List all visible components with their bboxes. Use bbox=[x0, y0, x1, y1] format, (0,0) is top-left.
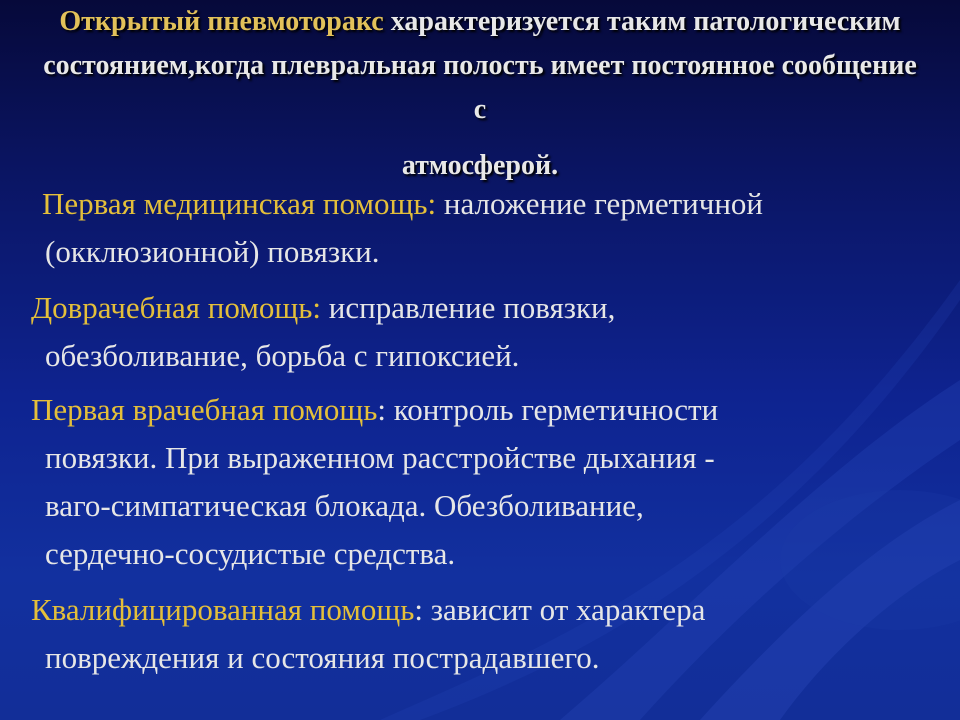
paragraph-line bbox=[0, 586, 950, 634]
paragraph-qualified-aid bbox=[0, 586, 950, 682]
paragraph-label: Квалифицированная помощь bbox=[31, 592, 415, 627]
paragraph-label: Доврачебная помощь: bbox=[31, 290, 322, 325]
paragraph-line bbox=[0, 180, 950, 228]
paragraph-first-medical-aid bbox=[0, 180, 950, 276]
paragraph-label: Первая медицинская помощь: bbox=[42, 186, 437, 221]
paragraph-text: : контроль герметичности bbox=[377, 392, 719, 427]
paragraph-line bbox=[0, 386, 950, 434]
paragraph-label: Первая врачебная помощь bbox=[31, 392, 378, 427]
paragraph-first-physician-aid bbox=[0, 386, 950, 578]
paragraph-line: повреждения и состояния пострадавшего. bbox=[45, 640, 600, 675]
paragraph-text: наложение герметичной bbox=[436, 186, 764, 221]
paragraph-text: : зависит от характера bbox=[414, 592, 706, 627]
title-last-line: атмосферой. bbox=[401, 150, 559, 181]
title-accent: Открытый пневмоторакс bbox=[59, 6, 384, 37]
slide-title bbox=[40, 0, 920, 188]
title-text: характеризуется таким патологическим состоянием,когда плевральная полость имеет постоянное сообщение с bbox=[43, 6, 917, 125]
paragraph-line: повязки. При выраженном расстройстве дыхания - bbox=[45, 440, 715, 475]
paragraph-line: сердечно-сосудистые средства. bbox=[45, 536, 456, 571]
paragraph-line: (окклюзионной) повязки. bbox=[45, 234, 380, 269]
paragraph-line bbox=[0, 284, 950, 332]
paragraph-pre-medical-aid bbox=[0, 284, 950, 380]
paragraph-line: обезболивание, борьба с гипоксией. bbox=[45, 338, 520, 373]
paragraph-line: ваго-симпатическая блокада. Обезболивание, bbox=[45, 488, 644, 523]
paragraph-text: исправление повязки, bbox=[321, 290, 616, 325]
